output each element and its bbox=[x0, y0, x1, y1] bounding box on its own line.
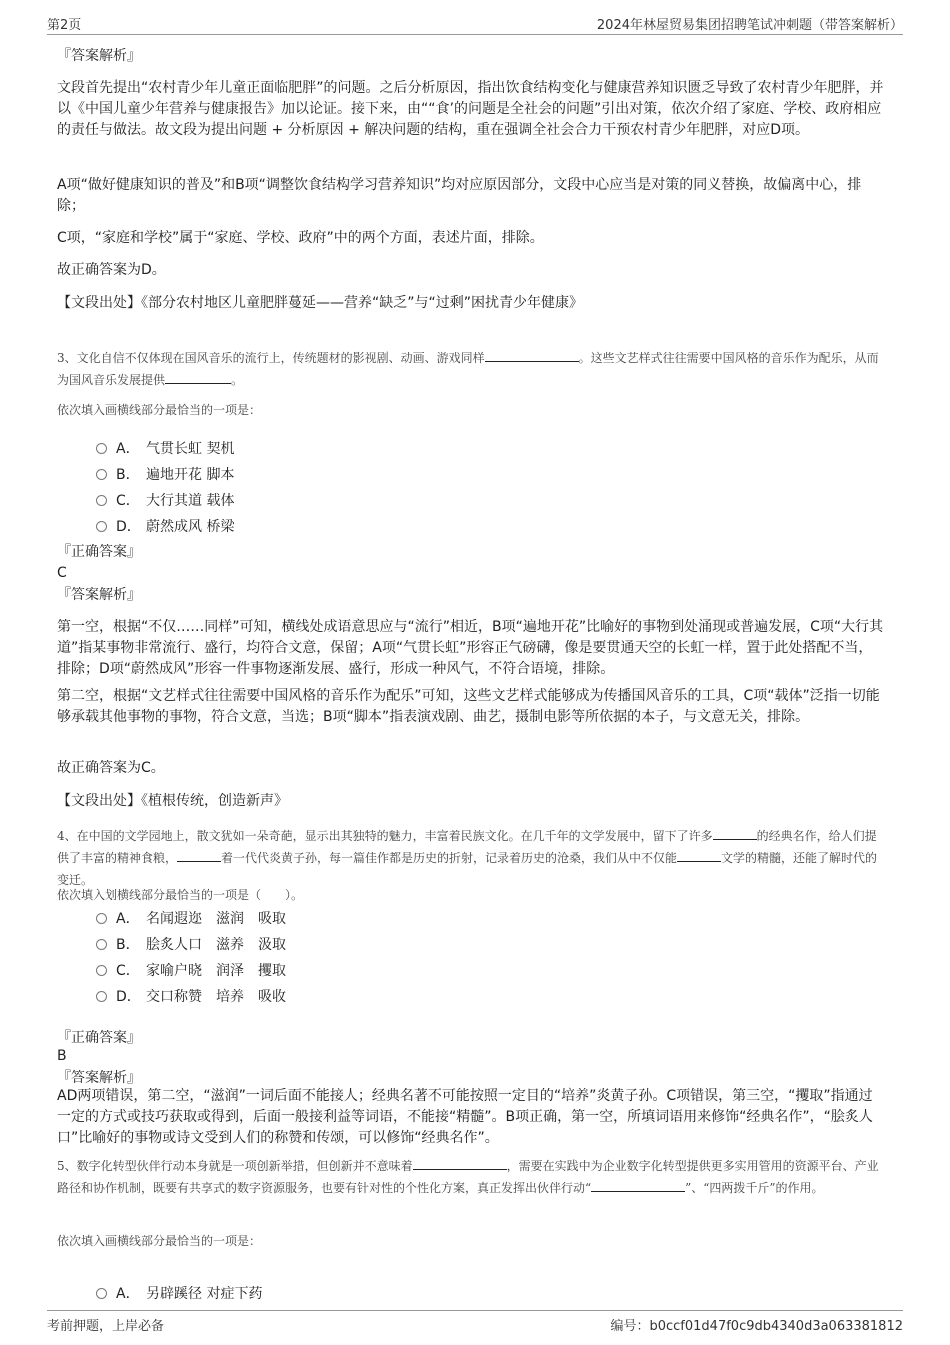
q2-analysis-p2: A项“做好健康知识的普及”和B项“调整饮食结构学习营养知识”均对应原因部分，文段中心应当是对策的同义替换，故偏离中心，排除； bbox=[57, 177, 862, 214]
q3-option-d[interactable]: D． 蔚然成风 桥梁 bbox=[96, 514, 496, 540]
q3-option-c[interactable]: C． 大行其道 载体 bbox=[96, 488, 496, 514]
blank bbox=[713, 825, 757, 840]
blank bbox=[177, 847, 221, 862]
q3-options bbox=[96, 436, 496, 540]
radio-icon[interactable] bbox=[96, 495, 107, 506]
q4-stem: 4、在中国的文学园地上，散文犹如一朵奇葩，显示出其独特的魅力，丰富着民族文化。在几千年的文学发展中，留下了许多 的经典名作，给人们提供了丰富的精神食粮， 着一代代炎黄子孙，每一篇佳作都是历史的折射，记录着历史的沧桑，我们从中不仅能 文学的精髓，还能了解时代的变迁。 bbox=[57, 825, 885, 891]
q4-analysis-p1: AD两项错误，第二空，“滋润”一词后面不能接人；经典名著不可能按照一定目的“培养”炎黄子孙。C项错误，第三空，“攫取”指通过一定的方式或技巧获取或得到，后面一般接利益等词语，不能接“精髓”。B项正确，第一空，所填词语用来修饰“经典名作”，“脍炙人口”比喻好的事物或诗文受到人们的称赞和传颂，可以修饰“经典名作”。 bbox=[57, 1088, 873, 1146]
q2-analysis-p1: 文段首先提出“农村青少年儿童正面临肥胖”的问题。之后分析原因，指出饮食结构变化与健康营养知识匮乏导致了农村青少年肥胖，并以《中国儿童少年营养与健康报告》加以论证。接下来，由““食’的问题是全社会的问题”引出对策，依次介绍了家庭、学校、政府相应的责任与做法。故文段为提出问题 + 分析原因 + 解决问题的结构，重在强调全社会合力干预农村青少年肥胖，对应D项。 bbox=[57, 80, 884, 138]
q4-prompt: 依次填入划横线部分最恰当的一项是（ ）。 bbox=[57, 888, 304, 902]
page-number: 第2页 bbox=[47, 18, 82, 33]
blank bbox=[591, 1177, 685, 1192]
q2-analysis-title: 『答案解析』 bbox=[57, 48, 141, 64]
q4-option-c[interactable]: C． 家喻户晓 润泽 攫取 bbox=[96, 958, 496, 984]
q3-analysis-p2: 第二空，根据“文艺样式往往需要中国风格的音乐作为配乐”可知，这些文艺样式能够成为传播国风音乐的工具，C项“载体”泛指一切能够承载其他事物的事物，符合文意，当选；B项“脚本”指表演戏剧、曲艺，摄制电影等所依据的本子，与文意无关，排除。 bbox=[57, 688, 880, 725]
q4-answer: B bbox=[57, 1048, 67, 1064]
q5-stem: 5、数字化转型伙伴行动本身就是一项创新举措，但创新并不意味着 ，需要在实践中为企业数字化转型提供更多实用管用的资源平台、产业路径和协作机制，既要有共享式的数字资源服务，也要有针对性的个性化方案，真正发挥出伙伴行动“ ”、“四两拨千斤”的作用。 bbox=[57, 1155, 885, 1199]
q3-answer-title: 『正确答案』 bbox=[57, 544, 141, 560]
radio-icon[interactable] bbox=[96, 939, 107, 950]
blank bbox=[677, 847, 721, 862]
q3-analysis-title: 『答案解析』 bbox=[57, 587, 141, 603]
radio-icon[interactable] bbox=[96, 1288, 107, 1299]
q4-option-b[interactable]: B． 脍炙人口 滋养 汲取 bbox=[96, 932, 496, 958]
q2-analysis-p3: C项，“家庭和学校”属于“家庭、学校、政府”中的两个方面，表述片面，排除。 bbox=[57, 230, 544, 246]
page-footer bbox=[47, 1310, 903, 1334]
q3-answer: C bbox=[57, 565, 67, 581]
radio-icon[interactable] bbox=[96, 913, 107, 924]
radio-icon[interactable] bbox=[96, 965, 107, 976]
radio-icon[interactable] bbox=[96, 991, 107, 1002]
q3-analysis-p3: 故正确答案为C。 bbox=[57, 760, 165, 776]
q5-option-a[interactable]: A． 另辟蹊径 对症下药 bbox=[96, 1281, 496, 1307]
q3-source: 【文段出处】《植根传统，创造新声》 bbox=[57, 793, 288, 809]
document-title: 2024年林屋贸易集团招聘笔试冲刺题（带答案解析） bbox=[596, 18, 903, 33]
q4-options bbox=[96, 906, 496, 1010]
page-header bbox=[47, 10, 903, 35]
q2-source: 【文段出处】《部分农村地区儿童肥胖蔓延——营养“缺乏”与“过剩”困扰青少年健康》 bbox=[57, 295, 584, 311]
q4-analysis-title: 『答案解析』 bbox=[57, 1070, 141, 1086]
q3-option-a[interactable]: A． 气贯长虹 契机 bbox=[96, 436, 496, 462]
footer-slogan: 考前押题，上岸必备 bbox=[47, 1319, 165, 1334]
q3-analysis-p1: 第一空，根据“不仅……同样”可知，横线处成语意思应与“流行”相近，B项“遍地开花”比喻好的事物到处涌现或普遍发展，C项“大行其道”指某事物非常流行、盛行，均符合文意，保留；A项“气贯长虹”形容正气磅礴，像是要贯通天空的长虹一样，置于此处搭配不当，排除；D项“蔚然成风”形容一件事物逐渐发展、盛行，形成一种风气，不符合语境，排除。 bbox=[57, 619, 884, 677]
q4-answer-title: 『正确答案』 bbox=[57, 1030, 141, 1046]
radio-icon[interactable] bbox=[96, 469, 107, 480]
document-id: 编号：b0ccf01d47f0c9db4340d3a063381812 bbox=[610, 1319, 903, 1334]
q4-option-a[interactable]: A． 名闻遐迩 滋润 吸取 bbox=[96, 906, 496, 932]
blank bbox=[413, 1155, 507, 1170]
blank bbox=[165, 369, 231, 384]
q2-analysis-p4: 故正确答案为D。 bbox=[57, 262, 166, 278]
q3-stem: 3、文化自信不仅体现在国风音乐的流行上，传统题材的影视剧、动画、游戏同样 。这些文艺样式往往需要中国风格的音乐作为配乐，从而为国风音乐发展提供 。 bbox=[57, 347, 885, 391]
q3-option-b[interactable]: B． 遍地开花 脚本 bbox=[96, 462, 496, 488]
q5-prompt: 依次填入画横线部分最恰当的一项是： bbox=[57, 1234, 262, 1248]
q5-options bbox=[96, 1281, 496, 1307]
radio-icon[interactable] bbox=[96, 521, 107, 532]
q3-prompt: 依次填入画横线部分最恰当的一项是： bbox=[57, 403, 262, 417]
radio-icon[interactable] bbox=[96, 443, 107, 454]
blank bbox=[485, 347, 579, 362]
q4-option-d[interactable]: D． 交口称赞 培养 吸收 bbox=[96, 984, 496, 1010]
